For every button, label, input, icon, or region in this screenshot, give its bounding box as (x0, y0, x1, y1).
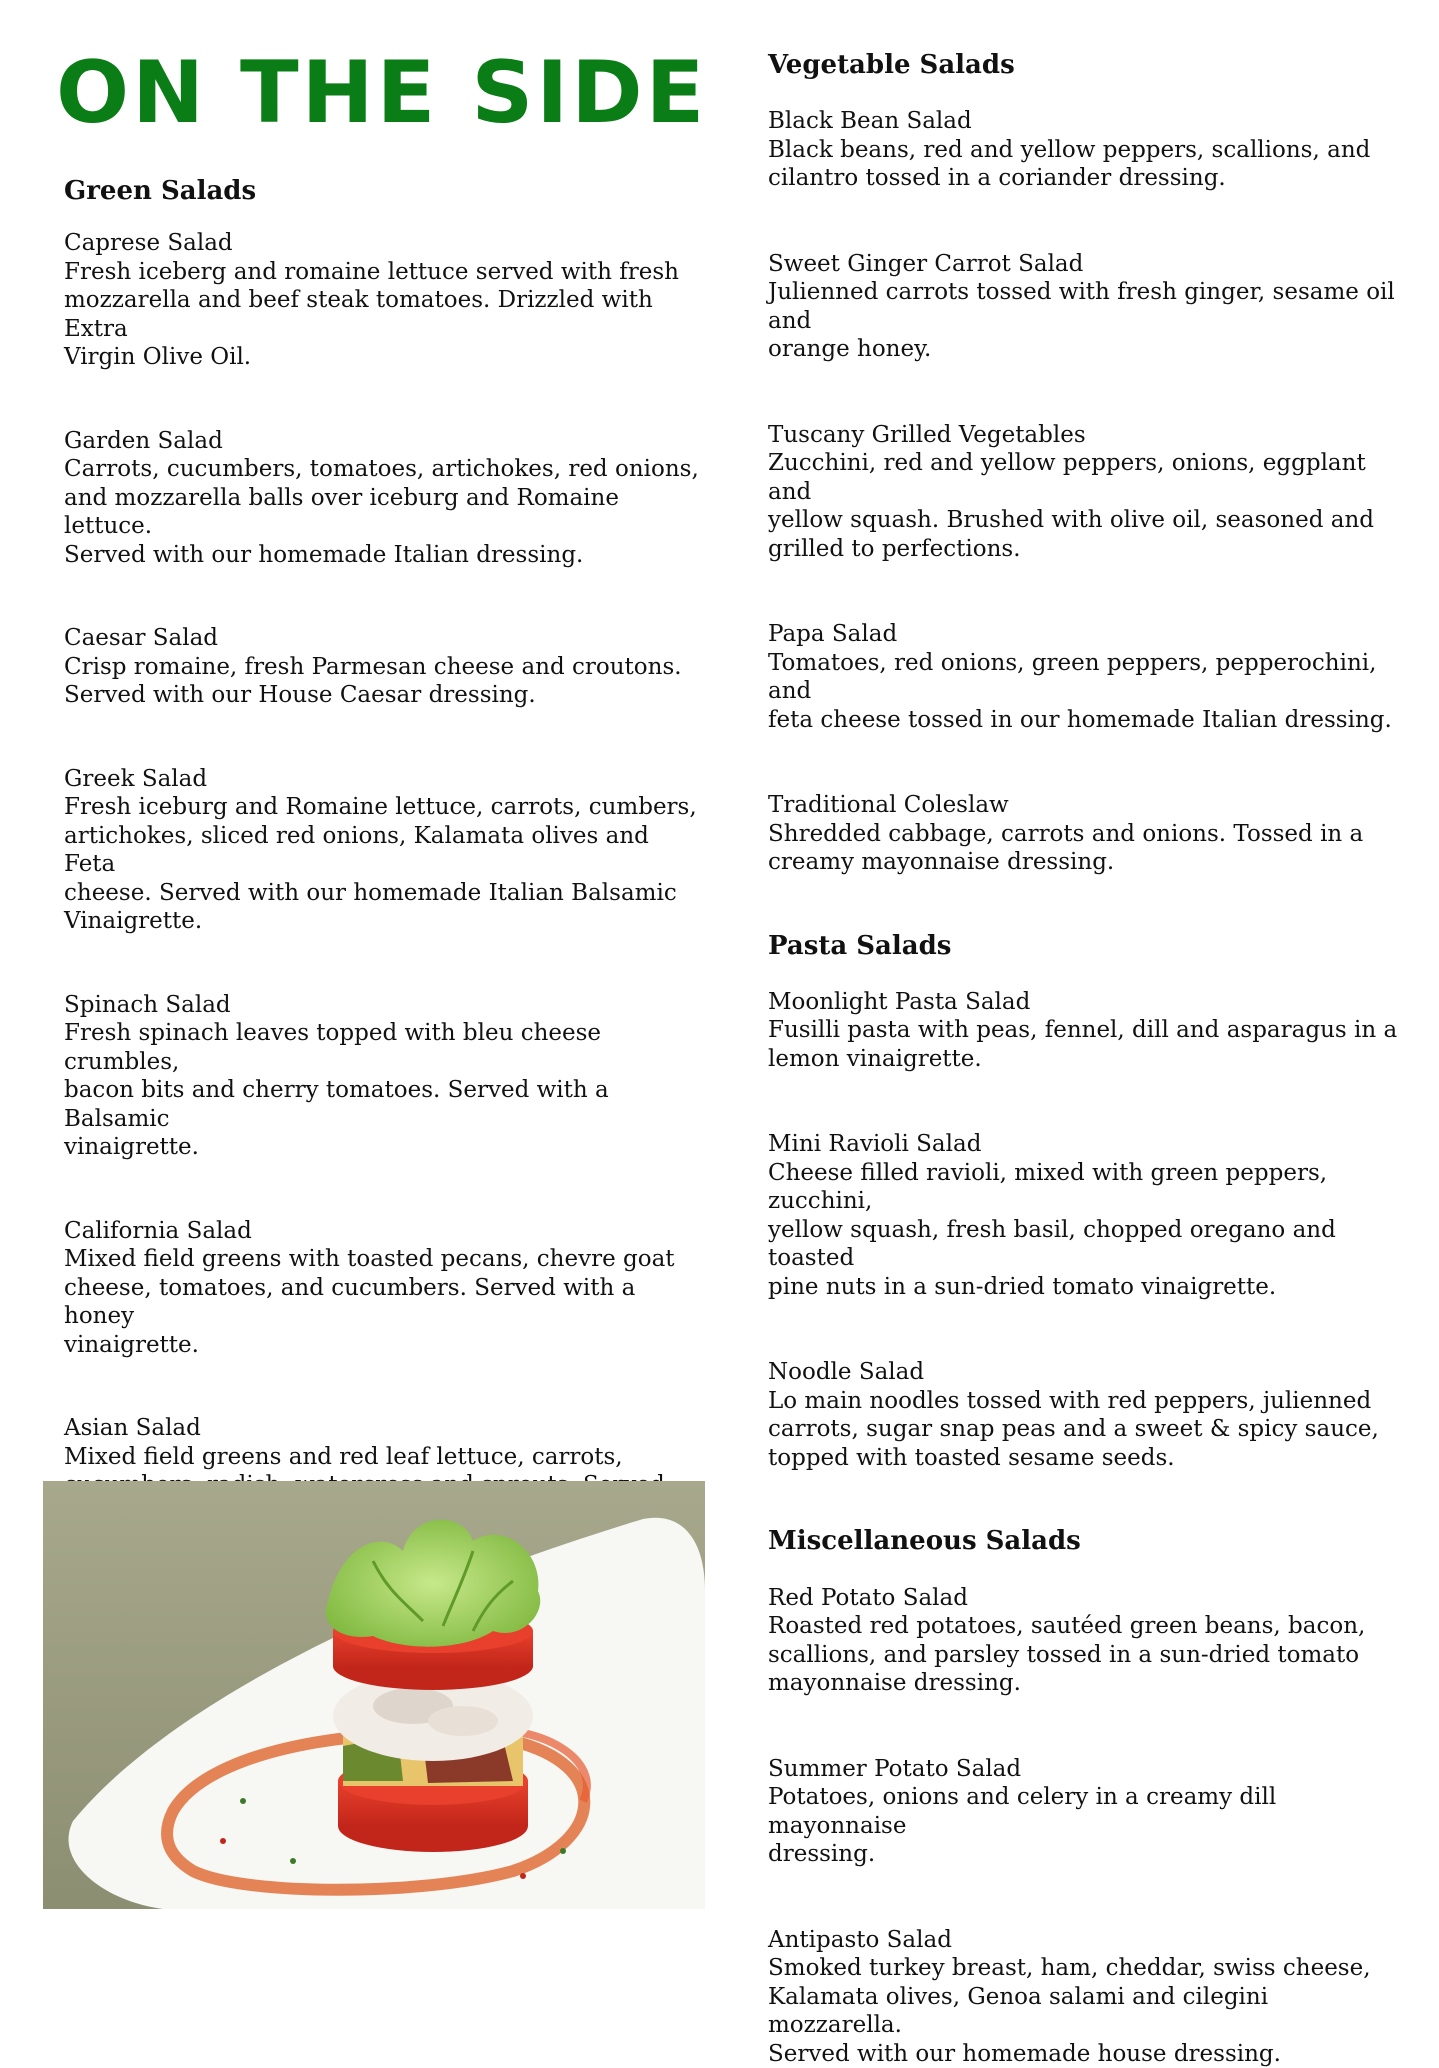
salad-stack-photo (43, 1481, 705, 1909)
menu-item-name: Spinach Salad (64, 991, 231, 1018)
section-title: Miscellaneous Salads (768, 1526, 1081, 1557)
menu-item-mini-ravioli-salad (768, 1130, 1408, 1301)
menu-item-description: Cheese filled ravioli, mixed with green peppers, zucchini, yellow squash, fresh basil, chopped oregano and toasted pine nuts in a sun-dried tomato vinaigrette. (768, 1159, 1336, 1300)
menu-item-name: California Salad (64, 1217, 252, 1244)
menu-item-moonlight-pasta-salad (768, 988, 1408, 1074)
menu-item-name: Tuscany Grilled Vegetables (768, 421, 1086, 448)
page-title: ON THE SIDE (56, 43, 708, 143)
salad-stack-illustration (43, 1481, 705, 1909)
menu-item-papa-salad (768, 620, 1408, 734)
menu-item-description: Smoked turkey breast, ham, cheddar, swiss cheese, Kalamata olives, Genoa salami and cilegini mozzarella. Served with our homemade house dressing. (768, 1955, 1371, 2067)
section-pasta-salads (768, 931, 1408, 1473)
menu-item-description: Potatoes, onions and celery in a creamy dill mayonnaise dressing. (768, 1784, 1277, 1868)
menu-item-noodle-salad (768, 1358, 1408, 1472)
menu-item-description: Lo main noodles tossed with red peppers, julienned carrots, sugar snap peas and a sweet & spicy sauce, topped with toasted sesame seeds. (768, 1387, 1379, 1471)
menu-item-description: Fresh iceberg and romaine lettuce served with fresh mozzarella and beef steak tomatoes. Drizzled with Extra Virgin Olive Oil. (64, 258, 679, 371)
menu-item-name: Caesar Salad (64, 625, 219, 652)
menu-item-name: Garden Salad (64, 427, 223, 454)
menu-item-description: Tomatoes, red onions, green peppers, pepperochini, and feta cheese tossed in our homemade Italian dressing. (768, 649, 1392, 733)
menu-item-caprese-salad (64, 229, 704, 372)
section-title: Pasta Salads (768, 930, 952, 961)
menu-item-name: Antipasto Salad (768, 1926, 952, 1953)
menu-item-description: Fresh spinach leaves topped with bleu cheese crumbles, bacon bits and cherry tomatoes. Served with a Balsamic vinaigrette. (64, 1020, 609, 1161)
section-title: Green Salads (64, 176, 257, 206)
menu-item-greek-salad (64, 765, 704, 936)
menu-item-name: Sweet Ginger Carrot Salad (768, 250, 1084, 277)
menu-item-red-potato-salad (768, 1584, 1408, 1698)
menu-item-black-bean-salad (768, 107, 1408, 193)
menu-item-description: Shredded cabbage, carrots and onions. Tossed in a creamy mayonnaise dressing. (768, 820, 1364, 876)
menu-item-description: Crisp romaine, fresh Parmesan cheese and croutons. Served with our House Caesar dressing. (64, 653, 682, 709)
section-green-salads (64, 176, 704, 1585)
menu-item-list (768, 1584, 1408, 2068)
menu-item-description: Mixed field greens and red leaf lettuce, carrots, (64, 1443, 623, 1470)
menu-item-caesar-salad (64, 624, 704, 710)
menu-item-description: Black beans, red and yellow peppers, scallions, and cilantro tossed in a coriander dressing. (768, 136, 1371, 192)
menu-item-description: Zucchini, red and yellow peppers, onions, eggplant and yellow squash. Brushed with olive oil, seasoned and grilled to perfections. (768, 450, 1374, 562)
menu-item-name: Moonlight Pasta Salad (768, 988, 1031, 1015)
menu-item-antipasto-salad (768, 1926, 1408, 2068)
menu-item-garden-salad (64, 427, 704, 570)
menu-item-name: Noodle Salad (768, 1359, 925, 1386)
menu-item-tuscany-grilled-vegetables (768, 421, 1408, 564)
menu-item-sweet-ginger-carrot-salad (768, 250, 1408, 364)
menu-item-name: Red Potato Salad (768, 1584, 968, 1611)
menu-item-spinach-salad (64, 991, 704, 1162)
menu-item-description: Fresh iceburg and Romaine lettuce, carrots, cumbers, artichokes, sliced red onions, Kalamata olives and Feta cheese. Served with our homemade Italian Balsamic Vinaigrette. (64, 794, 697, 935)
menu-item-list (768, 107, 1408, 877)
menu-item-name: Greek Salad (64, 765, 208, 792)
menu-item-name: Mini Ravioli Salad (768, 1131, 982, 1158)
menu-item-california-salad (64, 1217, 704, 1360)
left-column (64, 176, 704, 1585)
menu-item-traditional-coleslaw (768, 791, 1408, 877)
menu-item-name: Papa Salad (768, 621, 898, 648)
menu-item-name: Traditional Coleslaw (768, 792, 1009, 819)
menu-item-list (64, 229, 704, 1585)
menu-item-name: Asian Salad (64, 1415, 201, 1442)
menu-item-description: Carrots, cucumbers, tomatoes, artichokes, red onions, and mozzarella balls over iceburg and Romaine lettuce. Served with our homemade Italian dressing. (64, 456, 699, 568)
menu-item-name: Summer Potato Salad (768, 1755, 1022, 1782)
menu-item-description: Fusilli pasta with peas, fennel, dill and asparagus in a lemon vinaigrette. (768, 1017, 1398, 1072)
menu-item-list (768, 988, 1408, 1473)
menu-item-name: Black Bean Salad (768, 108, 972, 135)
menu-item-description: Roasted red potatoes, sautéed green beans, bacon, scallions, and parsley tossed in a sun-dried tomato mayonnaise dressing. (768, 1613, 1366, 1697)
menu-item-name: Caprese Salad (64, 230, 233, 257)
menu-item-summer-potato-salad (768, 1755, 1408, 1869)
menu-item-description: Julienned carrots tossed with fresh ginger, sesame oil and orange honey. (768, 279, 1395, 363)
menu-item-description: Mixed field greens with toasted pecans, chevre goat cheese, tomatoes, and cucumbers. Served with a honey vinaigrette. (64, 1246, 675, 1358)
right-column (768, 50, 1408, 2068)
section-title: Vegetable Salads (768, 50, 1015, 80)
section-miscellaneous-salads (768, 1526, 1408, 2068)
section-vegetable-salads (768, 50, 1408, 877)
